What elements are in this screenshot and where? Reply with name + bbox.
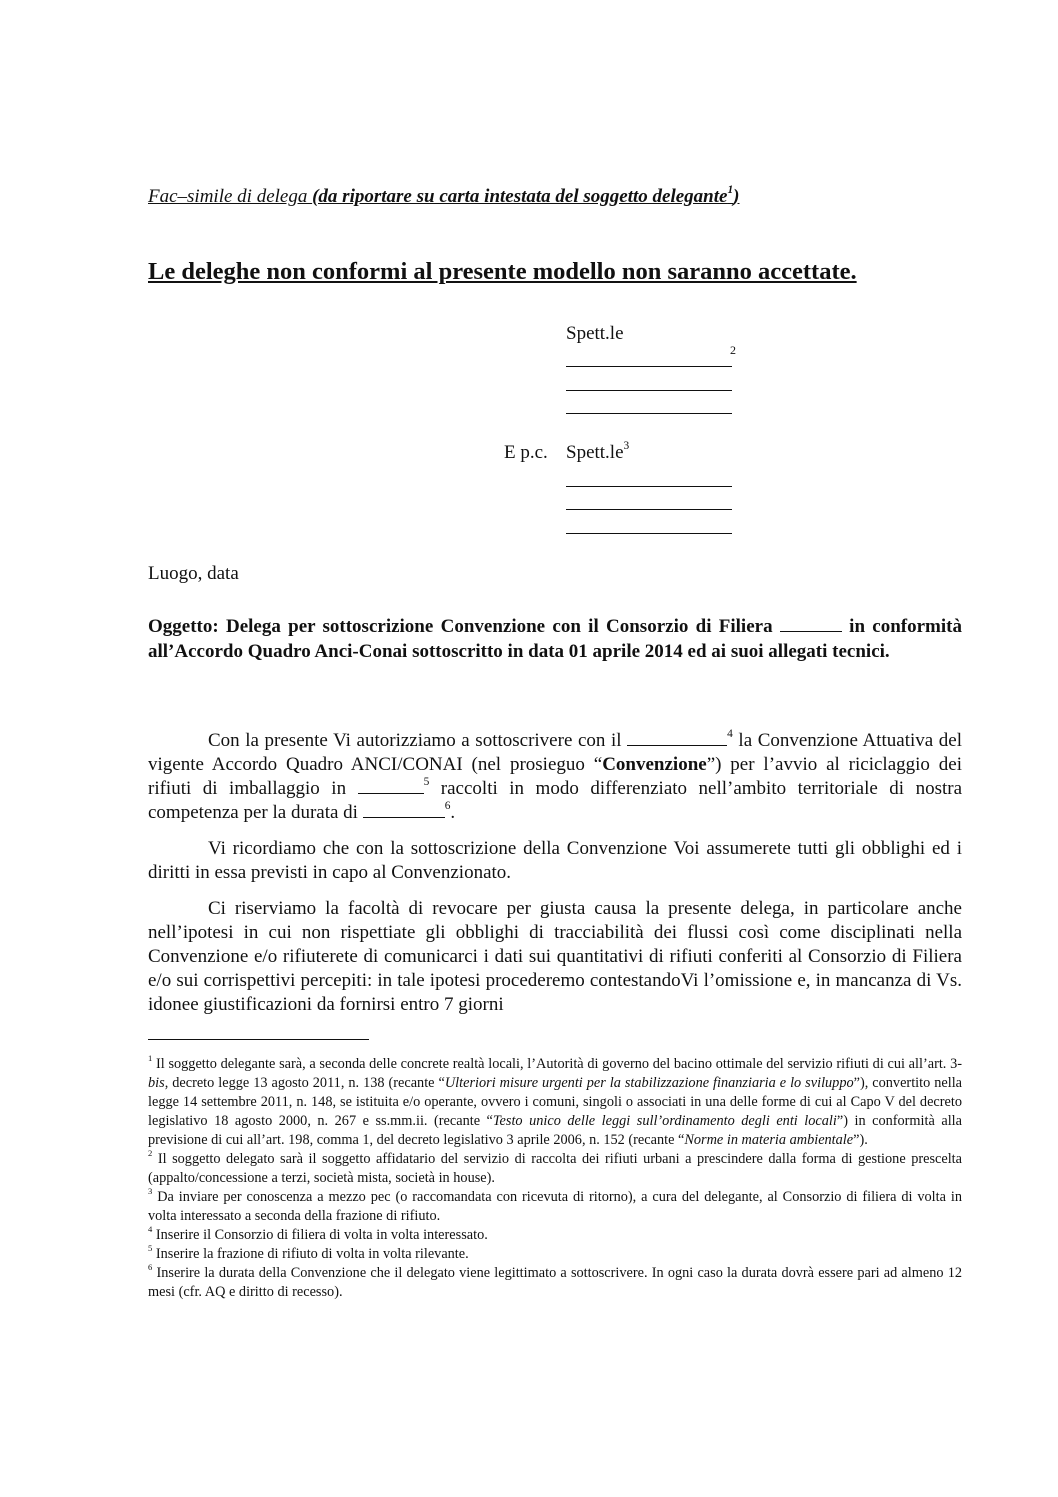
footnote-4 (148, 1223, 962, 1245)
paragraph-obligations: Vi ricordiamo che con la sottoscrizione della Convenzione Voi assumerete tutti gli obblighi ed i diritti in essa previsti in capo al Convenzionato. (148, 838, 962, 883)
footnote-text: Il soggetto delegante sarà, a seconda delle concrete realtà locali, l’Autorità di governo del bacino ottimale del servizio rifiuti di cui all’art. 3- (152, 1056, 962, 1072)
footnote-ref-1: 1 (727, 183, 734, 196)
place-date: Luogo, data (148, 563, 239, 584)
footnote-text: Inserire la durata della Convenzione che il delegato viene legittimato a sottoscrivere. In ogni caso la durata dovrà essere pari ad almeno 12 mesi (cfr. AQ e diritto di recesso). (148, 1265, 962, 1300)
subject-text-a: Oggetto: Delega per sottoscrizione Convenzione con il Consorzio di Filiera (148, 616, 780, 637)
facsimile-heading-close: ) (733, 186, 740, 207)
p1-text-d: raccolti in modo differenziato nell’ambito territoriale di nostra competenza per la durata di (148, 778, 962, 823)
footnote-1 (148, 1052, 963, 1150)
footnote-text: ”), convertito nella legge 14 settembre 2011, n. 148, se istituita e/o operante, ovvero i comuni, singoli o associati in una delle forme di cui al Capo V del decreto legislativo 18 agosto 2000, n. 267 e ss.mm.ii. (recante “ (148, 1075, 963, 1129)
footnote-italic: bis (148, 1075, 165, 1091)
footnote-number: 4 (148, 1223, 153, 1234)
subject (148, 614, 962, 664)
cc-line-1 (566, 486, 732, 487)
duration-blank (363, 803, 445, 818)
footnote-number: 5 (148, 1242, 153, 1253)
footnote-italic: Testo unico delle leggi sull’ordinamento degli enti locali (492, 1113, 837, 1129)
footnote-italic: Ulteriori misure urgenti per la stabilizzazione finanziaria e lo sviluppo (444, 1075, 854, 1091)
footnote-text: Da inviare per conoscenza a mezzo pec (o raccomandata con ricevuta di ritorno), a cura del delegante, al Consorzio di filiera di volta in volta interessato a seconda della frazione di rifiuto. (148, 1189, 962, 1224)
footnote-number: 3 (148, 1185, 153, 1196)
cc-recipient-text: Spett.le (566, 442, 624, 463)
waste-fraction-blank (358, 779, 424, 794)
p1-text-a: Con la presente Vi autorizziamo a sottoscrivere con il (208, 730, 628, 751)
footnote-number: 1 (148, 1052, 153, 1063)
footnote-italic: Norme in materia ambientale (684, 1132, 854, 1148)
cc-line-2 (566, 509, 732, 510)
footnote-ref-4: 4 (727, 727, 733, 740)
footnote-2 (148, 1147, 962, 1188)
footnote-number: 2 (148, 1147, 153, 1158)
warning-heading: Le deleghe non conformi al presente modello non saranno accettate. (148, 258, 857, 285)
consorzio-blank (780, 617, 842, 632)
footnote-ref-2: 2 (730, 343, 736, 357)
p1-text-e: . (450, 802, 456, 823)
footnote-6 (148, 1261, 962, 1302)
consorzio-name-blank (627, 731, 727, 746)
subject-text-b: in conformità all’Accordo Quadro Anci-Conai sottoscritto in data 01 aprile 2014 ed ai suoi allegati tecnici. (148, 616, 962, 662)
footnote-text: ”). (853, 1132, 868, 1148)
footnote-text: , decreto legge 13 agosto 2011, n. 138 (recante “ (164, 1075, 445, 1091)
facsimile-heading-text: Fac–simile di delega (148, 186, 313, 207)
footnote-text: Inserire il Consorzio di filiera di volta in volta interessato. (152, 1227, 488, 1243)
paragraph-revocation: Ci riserviamo la facoltà di revocare per giusta causa la presente delega, in particolare anche nell’ipotesi in cui non rispettiate gli obblighi di tracciabilità dei flussi così come disciplinati nella Convenzione e/o rifiuterete di comunicarci i dati sui quantitativi di rifiuti conferiti al Consorzio di Filiera e/o sui corrispettivi percepiti: in tale ipotesi procederemo contestandoVi l’omissione e, in mancanza di Vs. idonee giustificazioni da fornirsi entro 7 giorni (148, 898, 962, 1015)
footnotes (148, 1052, 963, 1302)
p1-text-c: ”) per l’avvio al riciclaggio dei rifiuti di imballaggio in (148, 754, 962, 799)
cc-line-3 (566, 533, 732, 534)
facsimile-heading (148, 183, 740, 208)
recipient-line-2 (566, 390, 732, 391)
footnote-separator (148, 1039, 369, 1040)
footnote-text: Inserire la frazione di rifiuto di volta in volta rilevante. (152, 1246, 469, 1262)
recipient-label: Spett.le (566, 323, 624, 344)
recipient-line-1 (566, 366, 732, 367)
facsimile-heading-paren: (da riportare su carta intestata del soggetto delegante (312, 186, 728, 207)
recipient-line-3 (566, 413, 732, 414)
convenzione-term: Convenzione (602, 754, 707, 775)
footnote-text: Il soggetto delegato sarà il soggetto affidatario del servizio di raccolta dei rifiuti urbani a prescindere dalla forma di gestione prescelta (appalto/concessione a terzi, società mista, società in house). (148, 1151, 962, 1186)
cc-label: E p.c. (504, 442, 548, 463)
footnote-5 (148, 1242, 962, 1264)
body (148, 729, 962, 1029)
footnote-ref-6: 6 (444, 799, 451, 812)
p1-text-b: la Convenzione Attuativa del vigente Accordo Quadro ANCI/CONAI (nel prosieguo “ (148, 730, 962, 775)
footnote-text: ”) in conformità alla previsione di cui all’art. 198, comma 1, del decreto legislativo 3 aprile 2006, n. 152 (recante “ (148, 1113, 962, 1148)
footnote-ref-3: 3 (623, 439, 630, 452)
footnote-ref-5: 5 (423, 775, 430, 788)
footnote-3 (148, 1185, 962, 1226)
cc-recipient-label (566, 439, 630, 464)
footnote-number: 6 (148, 1261, 153, 1272)
paragraph-authorization (148, 729, 962, 825)
